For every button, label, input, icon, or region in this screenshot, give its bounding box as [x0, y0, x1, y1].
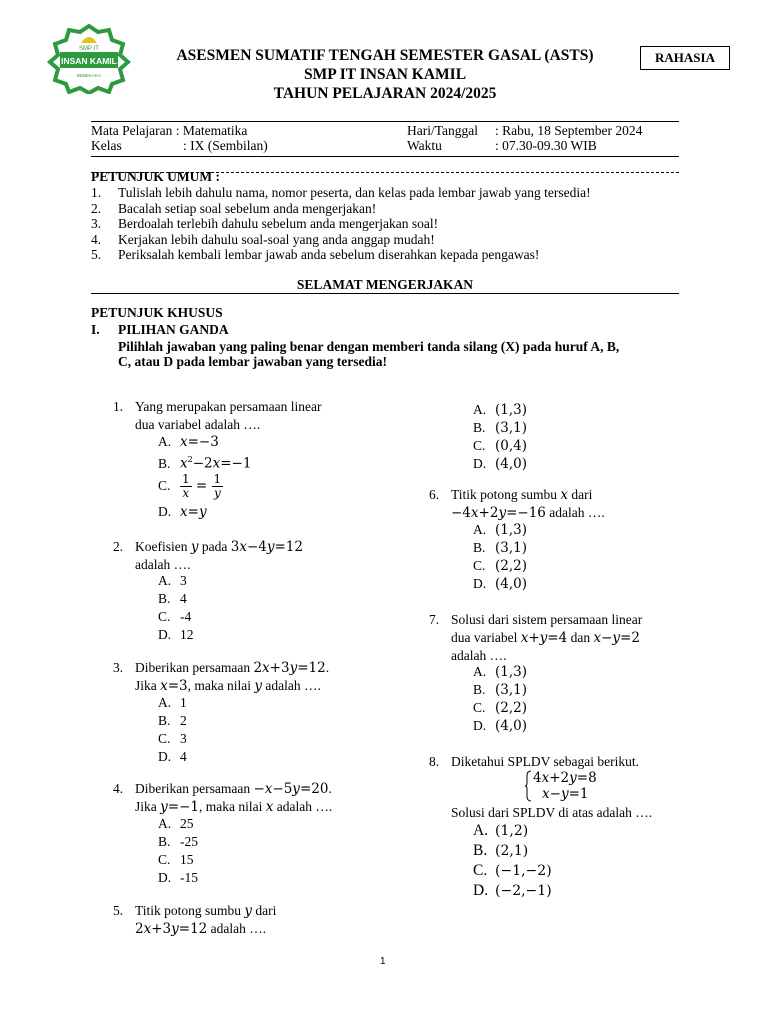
- question-line-3: adalah ….: [451, 648, 507, 663]
- option-b: B. (2,1): [473, 842, 529, 859]
- option-b: B. (3,1): [473, 540, 528, 556]
- item-text: Bacalah setiap soal sebelum anda mengerjakan!: [118, 200, 377, 216]
- option-c: C. 3: [158, 731, 187, 746]
- class-value: : IX (Sembilan): [183, 138, 268, 153]
- list-item: [91, 232, 691, 248]
- option-c: C. 15: [158, 852, 194, 867]
- question-line-1: Koefisien y pada 3x−4y=12: [135, 539, 303, 555]
- option-d: D. (4,0): [473, 456, 528, 472]
- question-number: 7.: [429, 612, 440, 627]
- question-number: 6.: [429, 487, 440, 502]
- question-line-1: Diberikan persamaan 2x+3y=12.: [135, 660, 330, 676]
- question-number: 5.: [113, 903, 124, 918]
- section-title: PILIHAN GANDA: [118, 322, 229, 337]
- option-d: D. (4,0): [473, 576, 528, 592]
- option-b: B. $x^2-2x=-1$: [158, 455, 252, 472]
- option-b: B. (3,1): [473, 420, 528, 436]
- option-d: D. (−2,−1): [473, 882, 552, 899]
- question-line-2: Jika x=3, maka nilai y adalah ….: [135, 678, 321, 694]
- question-line-2: 2x+3y=12 adalah ….: [135, 921, 267, 937]
- item-text: Kerjakan lebih dahulu soal-soal yang anda anggap mudah!: [118, 231, 435, 247]
- option-value: x: [180, 434, 188, 450]
- document-title: [140, 46, 630, 103]
- logo-text-top: SMP IT: [79, 46, 99, 52]
- option-d: D. (4,0): [473, 718, 528, 734]
- school-logo: [46, 24, 132, 94]
- question-line-1: Titik potong sumbu y dari: [135, 903, 277, 919]
- question-line-1: Yang merupakan persamaan linear: [135, 399, 322, 414]
- option-a: A. (1,3): [473, 522, 528, 538]
- general-heading: PETUNJUK UMUM :: [91, 169, 220, 184]
- item-number: 3.: [91, 216, 102, 231]
- subject-label: Mata Pelajaran : Matematika: [91, 123, 248, 138]
- closing-text: SELAMAT MENGERJAKAN: [296, 277, 474, 292]
- option-label: D.: [158, 504, 172, 519]
- item-number: 2.: [91, 200, 102, 216]
- question-line-2: −4x+2y=−16 adalah ….: [451, 505, 605, 521]
- option-c: C. (2,2): [473, 558, 528, 574]
- option-a: A. (1,2): [473, 822, 529, 839]
- option-b: B. -25: [158, 834, 198, 849]
- option-value: -4: [180, 609, 192, 624]
- option-value: (2,2): [495, 700, 528, 716]
- option-value: (3,1): [495, 540, 528, 556]
- question-5-options: [473, 401, 527, 473]
- option-d: D. 12: [158, 627, 194, 642]
- title-line-2: SMP IT INSAN KAMIL: [303, 66, 467, 83]
- option-value: (3,1): [495, 682, 528, 698]
- list-item: [91, 216, 691, 232]
- question-number: 4.: [113, 781, 124, 796]
- special-heading: PETUNJUK KHUSUS: [91, 305, 223, 320]
- option-a: A. (1,3): [473, 402, 528, 418]
- question-line-1: Diketahui SPLDV sebagai berikut.: [451, 754, 639, 769]
- logo-text-main: INSAN KAMIL: [61, 56, 117, 66]
- option-value: (1,3): [495, 402, 528, 418]
- item-number: 4.: [91, 231, 102, 247]
- title-line-1: ASESMEN SUMATIF TENGAH SEMESTER GASAL (ASTS): [176, 47, 594, 64]
- logo-text-bottom: BEBEKAKA: [76, 73, 102, 78]
- option-value: x: [180, 504, 188, 520]
- option-c: C. -4: [158, 609, 192, 624]
- divider-closing: [91, 293, 679, 294]
- confidential-badge: RAHASIA: [640, 46, 730, 70]
- fraction-1-over-x: $\frac{1}{x}$: [182, 472, 190, 501]
- list-item: [91, 201, 691, 217]
- option-a: A. (1,3): [473, 664, 528, 680]
- question-line-1: Titik potong sumbu x dari: [451, 487, 593, 503]
- option-value: (4,0): [495, 718, 528, 734]
- option-b: B. (3,1): [473, 682, 528, 698]
- question-line-1: Diberikan persamaan −x−5y=20.: [135, 781, 332, 797]
- equation-2: x−y=1: [542, 786, 589, 802]
- option-value: -15: [180, 870, 198, 885]
- option-value: 4: [180, 591, 187, 606]
- question-number: 8.: [429, 754, 440, 769]
- page-number: 1: [380, 956, 386, 967]
- fraction-1-over-y: $\frac{1}{y}$: [213, 472, 222, 501]
- divider-dashed: [91, 172, 679, 173]
- option-value: (2,2): [495, 558, 528, 574]
- option-value: x: [180, 455, 188, 472]
- option-a: A. 1: [158, 695, 187, 710]
- option-value: 2: [180, 713, 187, 728]
- option-a: A. 3: [158, 573, 187, 588]
- option-c: C. $\frac{1}{x}$ = $\frac{1}{y}$: [158, 469, 251, 503]
- option-label: B.: [158, 455, 171, 471]
- item-text: Tulislah lebih dahulu nama, nomor peserta, dan kelas pada lembar jawab yang tersedia!: [118, 185, 591, 200]
- option-value: 3: [180, 573, 187, 588]
- option-value: (3,1): [495, 420, 528, 436]
- day-label: Hari/Tanggal: [407, 123, 479, 138]
- item-number: 1.: [91, 185, 102, 200]
- question-number: 2.: [113, 539, 124, 554]
- option-value: 12: [180, 627, 194, 642]
- item-text: Periksalah kembali lembar jawab anda sebelum diserahkan kepada pengawas!: [118, 247, 540, 262]
- section-number: I.: [91, 322, 100, 337]
- question-line-2: Jika y=−1, maka nilai x adalah ….: [135, 799, 333, 815]
- option-value: (1,3): [495, 664, 528, 680]
- option-value: 15: [180, 852, 194, 867]
- option-c: C. (−1,−2): [473, 862, 552, 879]
- option-value: -25: [180, 834, 198, 849]
- option-c: C. (0,4): [473, 438, 528, 454]
- option-label: A.: [158, 434, 172, 449]
- question-line-2: adalah ….: [135, 557, 191, 572]
- equation-1: 4x+2y=8: [533, 770, 597, 786]
- question-line-1: Solusi dari sistem persamaan linear: [451, 612, 643, 627]
- option-value: (−1,−2): [495, 863, 552, 879]
- option-value: 4: [180, 749, 187, 764]
- question-number: 1.: [113, 399, 124, 414]
- time-value: : 07.30-09.30 WIB: [495, 138, 597, 153]
- day-value: : Rabu, 18 September 2024: [495, 123, 643, 138]
- question-line-2: dua variabel adalah ….: [135, 417, 261, 432]
- title-line-3: TAHUN PELAJARAN 2024/2025: [273, 85, 497, 102]
- option-value: (2,1): [495, 843, 529, 859]
- item-text: Berdoalah terlebih dahulu sebelum anda mengerjakan soal!: [118, 216, 439, 231]
- question-line-2: Solusi dari SPLDV di atas adalah ….: [451, 805, 653, 820]
- option-value: 25: [180, 816, 194, 831]
- option-d: D. x=y: [158, 504, 207, 520]
- class-label: Kelas: [91, 138, 122, 153]
- option-value: (0,4): [495, 438, 528, 454]
- option-value: (−2,−1): [495, 883, 552, 899]
- option-value: (1,3): [495, 522, 528, 538]
- left-brace-icon: [524, 770, 532, 802]
- option-d: D. -15: [158, 870, 198, 885]
- option-value: 1: [180, 695, 187, 710]
- item-number: 5.: [91, 247, 102, 262]
- option-value: (4,0): [495, 456, 528, 472]
- divider-info: [91, 156, 679, 157]
- instruction-line-1: Pilihlah jawaban yang paling benar dengan memberi tanda silang (X) pada huruf A, B,: [118, 339, 620, 354]
- instruction-line-2: C, atau D pada lembar jawaban yang tersedia!: [118, 354, 388, 369]
- question-line-2: dua variabel x+y=4 dan x−y=2: [451, 630, 640, 646]
- list-item: [91, 247, 691, 263]
- list-item: [91, 185, 691, 201]
- option-label: C.: [158, 478, 171, 493]
- question-number: 3.: [113, 660, 124, 675]
- option-c: C. (2,2): [473, 700, 528, 716]
- option-a: A. x=−3: [158, 434, 219, 450]
- option-b: B. 2: [158, 713, 187, 728]
- option-d: D. 4: [158, 749, 187, 764]
- general-list: [91, 185, 691, 263]
- divider-top: [91, 121, 679, 122]
- option-a: A. 25: [158, 816, 194, 831]
- option-value: 3: [180, 731, 187, 746]
- time-label: Waktu: [407, 138, 442, 153]
- option-value: (4,0): [495, 576, 528, 592]
- option-value: (1,2): [495, 823, 529, 839]
- option-b: B. 4: [158, 591, 187, 606]
